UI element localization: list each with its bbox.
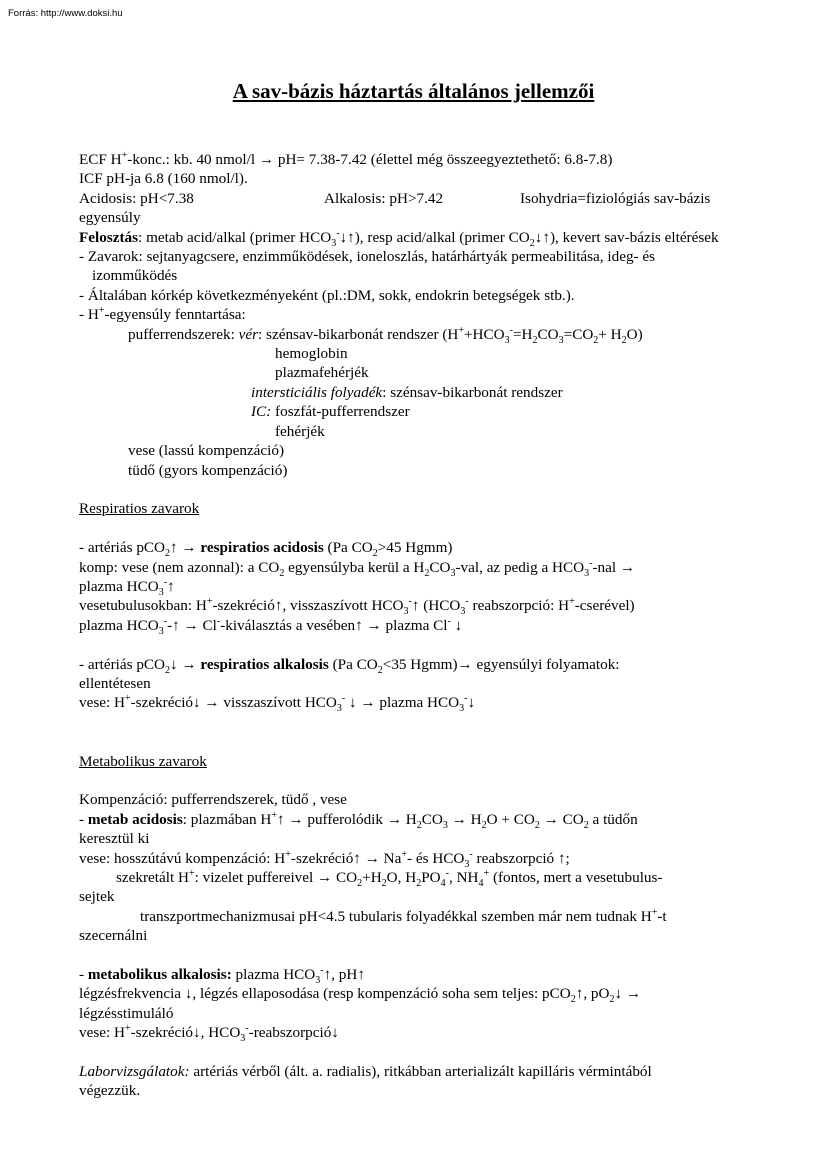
resp-acidosis-line: - artériás pCO$_2$↑ → respiratios acidosis (Pa $CO_2>45$ Hgmm) <box>79 539 453 560</box>
szecernalni-line: szecernálni <box>79 927 148 945</box>
metab-acidosis-line: - metab acidosis: plazmában H+↑ → pufferolódik → $H_2CO_3 \to H_2O + CO_2 \to CO_2$ a tüdőn <box>79 809 638 831</box>
kompenzacio-line: Kompenzáció: pufferrendszerek, tüdő , vese <box>79 791 347 809</box>
h-egyensuly-line: - H+-egyensúly fenntartása: <box>79 305 246 324</box>
page-title: A sav-bázis háztartás általános jellemzői <box>232 79 595 103</box>
altalaban-line: - Általában kórkép következményeként (pl.:DM, sokk, endokrin betegségek stb.). <box>79 286 575 304</box>
vesetubulus-line: vesetubulusokban: H+-szekréció↑, visszaszívott $HCO_3^-↑$ ($HCO_3^-$ reabszorpció: H+-cserével) <box>79 596 635 618</box>
section-title-metabolikus: Metabolikus zavarok <box>79 752 207 770</box>
szekretalt-line: szekretált H+: vizelet puffereivel → $CO_2+H_2O$, $H_2PO_4^-$, $NH_4^+$ (fontos, mert a vesetubulus- <box>116 867 663 889</box>
sejtek-line: sejtek <box>79 888 115 906</box>
zavarok-line: - Zavarok: sejtanyagcsere, enzimműködések, ioneloszlás, határhártyák permeabilitása, ideg- és <box>79 248 656 266</box>
plazma-hco3-line: plazma $HCO_3^-↑$ <box>79 576 175 598</box>
hemoglobin-line: hemoglobin <box>275 345 348 363</box>
ellentetesen-line: ellentétesen <box>79 674 151 692</box>
feherjek-line: fehérjék <box>275 422 325 440</box>
section-title-respiratios: Respiratios zavarok <box>79 500 200 518</box>
ecf-line: ECF H+-konc.: kb. 40 nmol/l → pH= 7.38-7.42 (élettel még összeegyeztethető: 6.8-7.8) <box>79 149 613 168</box>
legzesstimulalo-line: légzésstimuláló <box>79 1004 174 1022</box>
plazma-cl-line: plazma $HCO_3^--↑$ → Cl--kiválasztás a vesében↑ → plazma Cl- ↓ <box>79 615 463 637</box>
intersticialis-line: intersticiális folyadék: szénsav-bikarbonát rendszer <box>251 383 563 401</box>
resp-alkalosis-line: - artériás pCO$_2$↓ → respiratios alkalosis (Pa $CO_2<35$ Hgmm)→ egyensúlyi folyamatok: <box>79 655 620 676</box>
vese-metab-line: vese: H+-szekréció↓, $HCO_3^--reabszorpció↓$ <box>79 1023 339 1045</box>
legzesfrekvencia-line: légzésfrekvencia ↓, légzés ellaposodása (resp kompenzáció soha sem teljes: pCO$_2$↑, $pO_2↓$ → <box>79 985 642 1006</box>
transzport-line: transzportmechanizmusai pH<4.5 tubularis folyadékkal szemben már nem tudnak H+-t <box>140 906 667 925</box>
keresztul-line: keresztül ki <box>79 830 150 848</box>
felosztas-line: Felosztás: metab acid/alkal (primer $HCO_3^-↓↑$), resp acid/alkal (primer $CO_2↓↑$), kevert sav-bázis eltérések <box>79 227 719 249</box>
ic-line: IC: foszfát-pufferrendszer <box>251 403 410 421</box>
tudo-line: tüdő (gyors kompenzáció) <box>128 461 288 479</box>
labor-line: Laborvizsgálatok: artériás vérből (ált. a. radialis), ritkábban arterializált kapilláris vérmintából <box>79 1062 652 1080</box>
vese-line: vese (lassú kompenzáció) <box>128 442 285 460</box>
plazmafeherjek-line: plazmafehérjék <box>275 364 369 382</box>
vese-resp-line: vese: H+-szekréció↓ → visszaszívott $HCO_3^-$ ↓ → plazma $HCO_3^-↓$ <box>79 693 476 715</box>
labor-line-cont: végezzük. <box>79 1082 141 1100</box>
source-line: Forrás: http://www.doksi.hu <box>8 8 123 19</box>
metab-alkalosis-line: - metabolikus alkalosis: plazma $HCO_3^-↑$, pH↑ <box>79 964 365 986</box>
puffer-line: pufferrendszerek: vér: szénsav-bikarbonát rendszer $(H^++HCO_3^-=H_2CO_3=CO_2+ H_2O)$ <box>128 324 643 346</box>
ph-ranges-line: Acidosis: pH<7.38 Alkalosis: pH>7.42 Isohydria=fiziológiás sav-bázis egyensúly <box>79 189 711 227</box>
zavarok-line-cont: izomműködés <box>92 267 178 285</box>
document-body <box>79 150 749 1101</box>
icf-line: ICF pH-ja 6.8 (160 nmol/l). <box>79 170 248 188</box>
komp-line: komp: vese (nem azonnal): a $CO_2$ egyensúlyba kerül a $H_2CO_3$-val, az pedig a $HCO_3^-$-nal → <box>79 557 636 579</box>
vese-hosszutavu-line: vese: hosszútávú kompenzáció: H+-szekréció↑ → Na+- és $HCO_3^-$ reabszorpció ↑; <box>79 848 570 870</box>
